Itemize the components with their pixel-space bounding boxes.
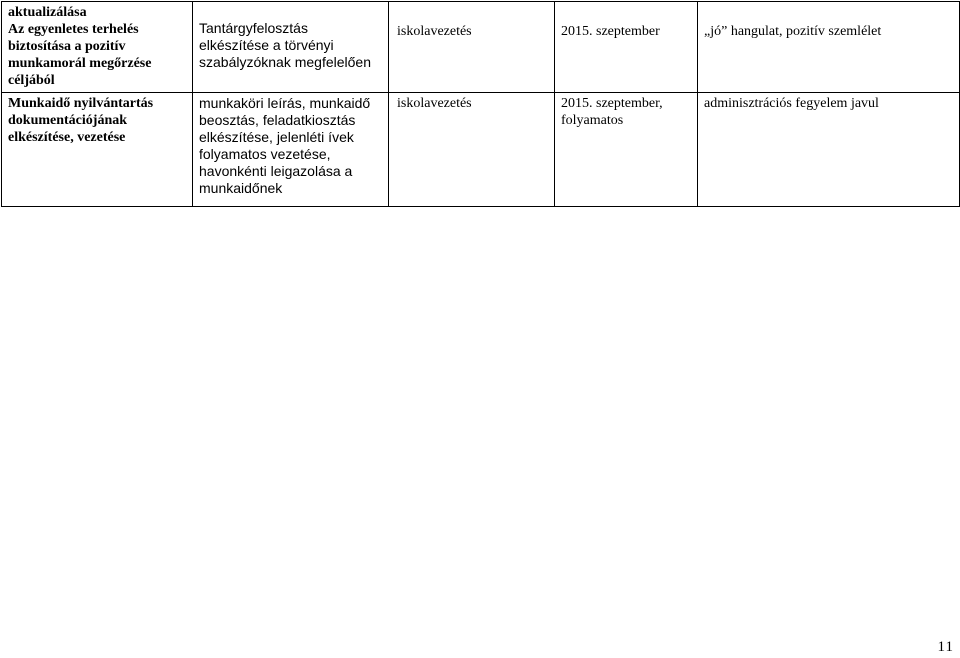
goal-line: Az egyenletes terhelés [8, 22, 139, 37]
plan-table [1, 1, 960, 207]
deadline-line: folyamatos [561, 113, 624, 128]
task-line: beosztás, feladatkiosztás [199, 112, 356, 128]
goal-cell [2, 93, 193, 207]
goal-line: biztosítása a pozitív [8, 39, 126, 54]
task-line: elkészítése a törvényi [199, 37, 334, 53]
goal-line: elkészítése, vezetése [8, 130, 126, 145]
page-number: 11 [937, 639, 954, 655]
table-row [2, 93, 960, 207]
task-cell [193, 2, 389, 93]
deadline-line: 2015. szeptember, [561, 96, 663, 111]
task-cell [193, 93, 389, 207]
outcome-cell [698, 93, 960, 207]
task-line: munkaidőnek [199, 180, 283, 196]
goal-line: céljából [8, 73, 55, 88]
goal-line: aktualizálása [8, 5, 87, 20]
responsible-text: iskolavezetés [397, 96, 472, 111]
deadline-cell [555, 2, 698, 93]
table-row [2, 2, 960, 93]
task-line: havonkénti leigazolása a [199, 163, 353, 179]
goal-line: munkamorál megőrzése [8, 56, 152, 71]
responsible-text: iskolavezetés [397, 24, 472, 39]
task-line: szabályzóknak megfelelően [199, 54, 371, 70]
task-line: folyamatos vezetése, [199, 146, 331, 162]
deadline-line: 2015. szeptember [561, 24, 660, 39]
deadline-cell [555, 93, 698, 207]
task-line: munkaköri leírás, munkaidő [199, 95, 371, 111]
goal-line: dokumentációjának [8, 113, 128, 128]
goal-cell [2, 2, 193, 93]
responsible-cell [389, 2, 555, 93]
responsible-cell [389, 93, 555, 207]
task-line: Tantárgyfelosztás [199, 20, 308, 36]
outcome-text: „jó” hangulat, pozitív szemlélet [704, 24, 882, 39]
outcome-text: adminisztrációs fegyelem javul [704, 96, 879, 111]
goal-line: Munkaidő nyilvántartás [8, 96, 154, 111]
outcome-cell [698, 2, 960, 93]
task-line: elkészítése, jelenléti ívek [199, 129, 354, 145]
